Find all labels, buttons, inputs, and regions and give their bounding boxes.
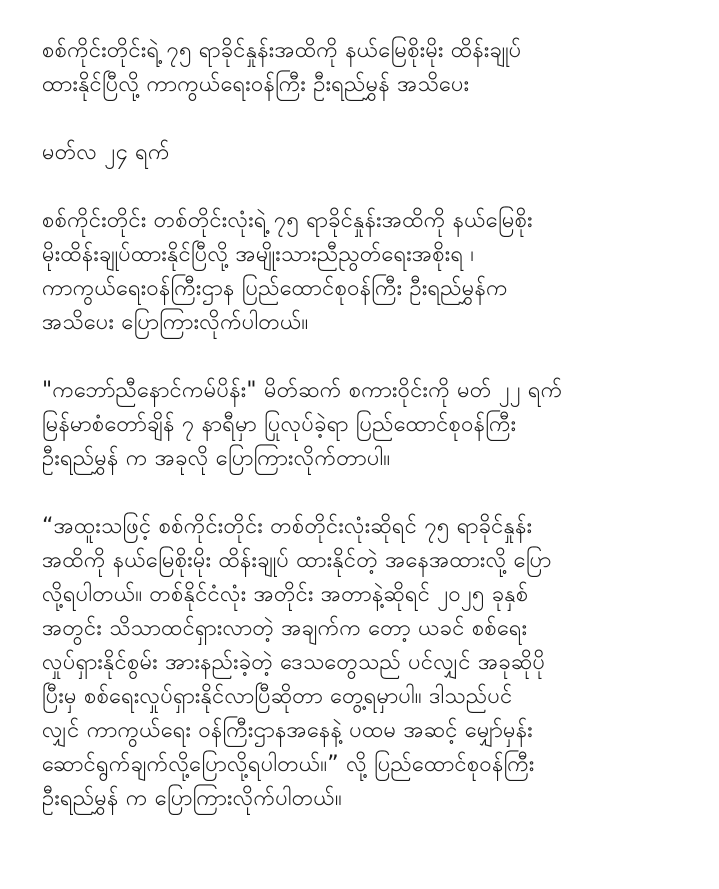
article-date: မတ်လ ၂၄ ရက် <box>42 140 170 165</box>
article-headline: စစ်ကိုင်းတိုင်းရဲ့ ၇၅ ရာခိုင်နှုန်းအထိကို နယ်မြေစိုးမိုး ထိန်းချုပ် ထားနိုင်ပြီလို့ ကာကွယ်ရေးဝန်ကြီး ဦးရည်မွှန် အသိပေး <box>42 38 522 97</box>
article-paragraph-3: “အထူးသဖြင့် စစ်ကိုင်းတိုင်း တစ်တိုင်းလုံးဆိုရင် ၇၅ ရာခိုင်နှုန်း အထိကို နယ်မြေစိုးမိုး ထိန်းချုပ် ထားနိုင်တဲ့ အနေအထားလို့ ပြော လို့ရပါတယ်။ တစ်နိုင်ငံလုံး အတိုင်း အတာနဲ့ဆိုရင် ၂၀၂၅ ခုနှစ် အတွင်း သိသာထင်ရှားလာတဲ့ အချက်က တော့ ယခင် စစ်ရေး လှုပ်ရှားနိုင်စွမ်း အားနည်းခဲ့တဲ့ ဒေသတွေသည် ပင်လျှင် အခုဆိုပို ပြီးမှ စစ်ရေးလှုပ်ရှားနိုင်လာပြီဆိုတာ တွေ့ရမှာပါ။ ဒါသည်ပင် လျှင် ကာကွယ်ရေး ဝန်ကြီးဌာနအနေနဲ့ ပထမ အဆင့် မျှော်မှန်း ဆောင်ရွက်ချက်လို့ပြောလို့ရပါတယ်။” လို့ ပြည်ထောင်စုဝန်ကြီး ဦးရည်မွှန် က ပြောကြားလိုက်ပါတယ်။ <box>42 514 552 811</box>
article-paragraph-1: စစ်ကိုင်းတိုင်း တစ်တိုင်းလုံးရဲ့ ၇၅ ရာခိုင်နှုန်းအထိကို နယ်မြေစိုး မိုးထိန်းချုပ်ထားနိုင်ပြီလို့ အမျိုးသားညီညွတ်ရေးအစိုးရ ၊ ကာကွယ်ရေးဝန်ကြီးဌာန ပြည်ထောင်စုဝန်ကြီး ဦးရည်မွှန်က အသိပေး ပြောကြားလိုက်ပါတယ်။ <box>42 208 533 335</box>
article-paragraph-2: "ကဘော်ညီနောင်ကမ်ပိန်း" မိတ်ဆက် စကားဝိုင်းကို မတ် ၂၂ ရက် မြန်မာစံတော်ချိန် ၇ နာရီမှာ ပြုလုပ်ခဲ့ရာ ပြည်ထောင်စုဝန်ကြီး ဦးရည်မွှန် က အခုလို ပြောကြားလိုက်တာပါ။ <box>42 378 563 471</box>
